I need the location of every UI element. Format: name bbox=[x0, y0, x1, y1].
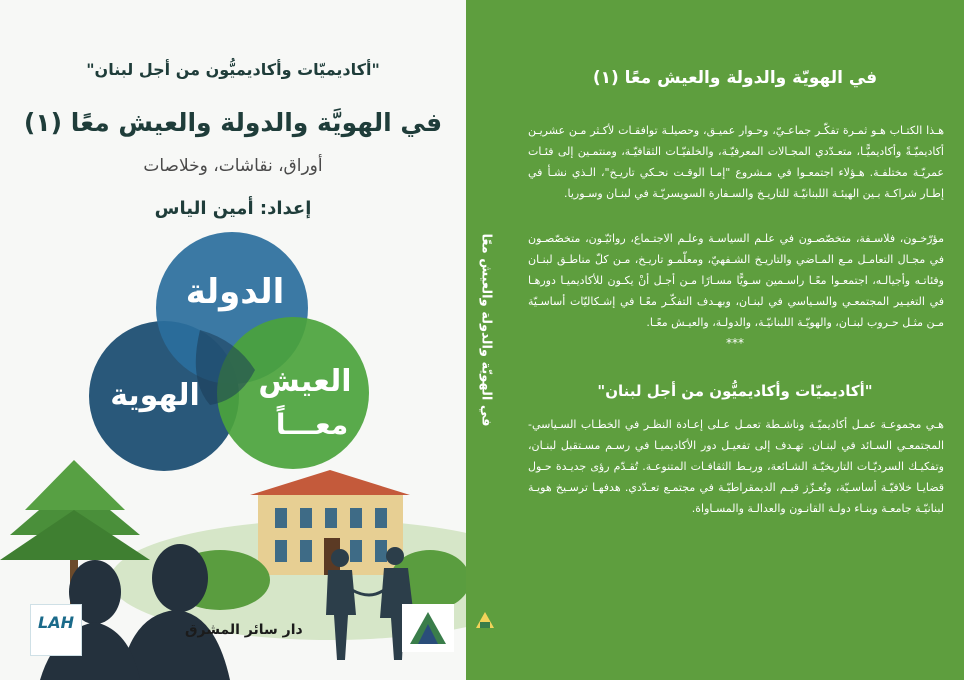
book-author: إعداد: أمين الياس bbox=[154, 198, 312, 219]
label-living-1: العيش bbox=[258, 364, 352, 399]
front-cover bbox=[0, 0, 466, 680]
spine-logo-icon bbox=[474, 610, 496, 630]
back-paragraph-2: مؤرّخـون، فلاسـفة، متخصّصـون في علـم السياسـة وعلـم الاجتـماع، روائيّـون، متخصّصـون في مجـال التعامـل مـع المـاضي والتاريـخ الشـفهيّ، ومعلّمـو تاريـخ، مـن كلّ مناطـق لبنـان وفئاتـه وأجيالـه، اجتمعـوا معًـا راسـمين سـويًّا مسـارًا مـن أجـل أنْ يكـون للأكاديميـا دورهـا في التغيـير المجتمعـي والسـياسي في لبنـان، وبهـدف التفكّـر معًـا في إشـكاليّات أساسـيّة مـن مثـل حـروب لبنـان، والهويّـة اللبنانيّـة، والدولـة، والعيـش معًـا. bbox=[528, 232, 944, 329]
lah-logo bbox=[30, 604, 82, 656]
label-living-2: معـــاً bbox=[275, 408, 349, 441]
back-paragraph-3: هـي مجموعـة عمـل أكاديميّـة وناشـطة تعمـل عـلى إعـادة النظـر في الخطـاب السـياسي-المجتمعـي السـائد في لبنـان. تهـدف إلى تفعيـل دور الأكاديميـا في رسـم مسـتقبل لبنـان، وتفكيـك السرديّـات التاريخيّـة الشـائعة، وربـط الثقافـات المتنوعـة. تُقـدّم رؤى جديـدة حـول قضايـا خلافيّـة أساسـيّة، وتُعـزّز قيـم الديمقراطيّـة في مجتمـع تعـدّدي. هدفهـا ترسـيخ هويـة لبنانيّـة جامعـة وبنـاء دولـة القانـون والعدالـة والمسـاواة. bbox=[528, 418, 944, 515]
back-subtitle: "أكاديميّات وأكاديميُّون من أجل لبنان" bbox=[597, 382, 873, 400]
spine-title-wrap bbox=[466, 140, 506, 520]
house-icon bbox=[250, 470, 410, 575]
back-cover bbox=[506, 0, 964, 680]
lah-logo-text: LAH bbox=[38, 613, 74, 632]
back-title: في الهويّة والدولة والعيش معًا (١) bbox=[592, 68, 878, 88]
label-state: الدولة bbox=[185, 272, 285, 312]
academics-logo-icon bbox=[402, 604, 454, 652]
spine-title: في الهويّة والدولة والعيش معًا bbox=[478, 233, 494, 427]
label-identity: الهوية bbox=[110, 378, 200, 413]
back-paragraph-1: هـذا الكتـاب هـو ثمـرة تفكّـر جماعـيّ، وحـوار عميـق، وحصيلـة توافقـات لأكـثر مـن عشريـن أكاديميّـةً وأكاديميًّـا، متعـدّدي المجـالات المعرفيّـة، والخلفيّـات الثقافيّـة، ومنتمـين إلى فئـات عمريّـة مختلفـة. هـؤلاء اجتمعـوا في مـشروع "إمـا الوقـت نحـكي تاريـخ"، الـذي نشـأ في إطـار شراكـة بـين الهيئـة اللبنانيّـة للتاريـخ والسـفارة السويسريّـة في لبنـان وسـوريا. bbox=[528, 124, 944, 200]
series-name: "أكاديميّات وأكاديميُّون من أجل لبنان" bbox=[86, 60, 380, 79]
book-subtitle: أوراق، نقاشات، وخلاصات bbox=[143, 156, 323, 176]
separator-stars: *** bbox=[726, 336, 744, 350]
publisher-name: دار سائر المشرق bbox=[185, 622, 303, 638]
book-title: في الهويَّة والدولة والعيش معًا (١) bbox=[23, 108, 443, 137]
